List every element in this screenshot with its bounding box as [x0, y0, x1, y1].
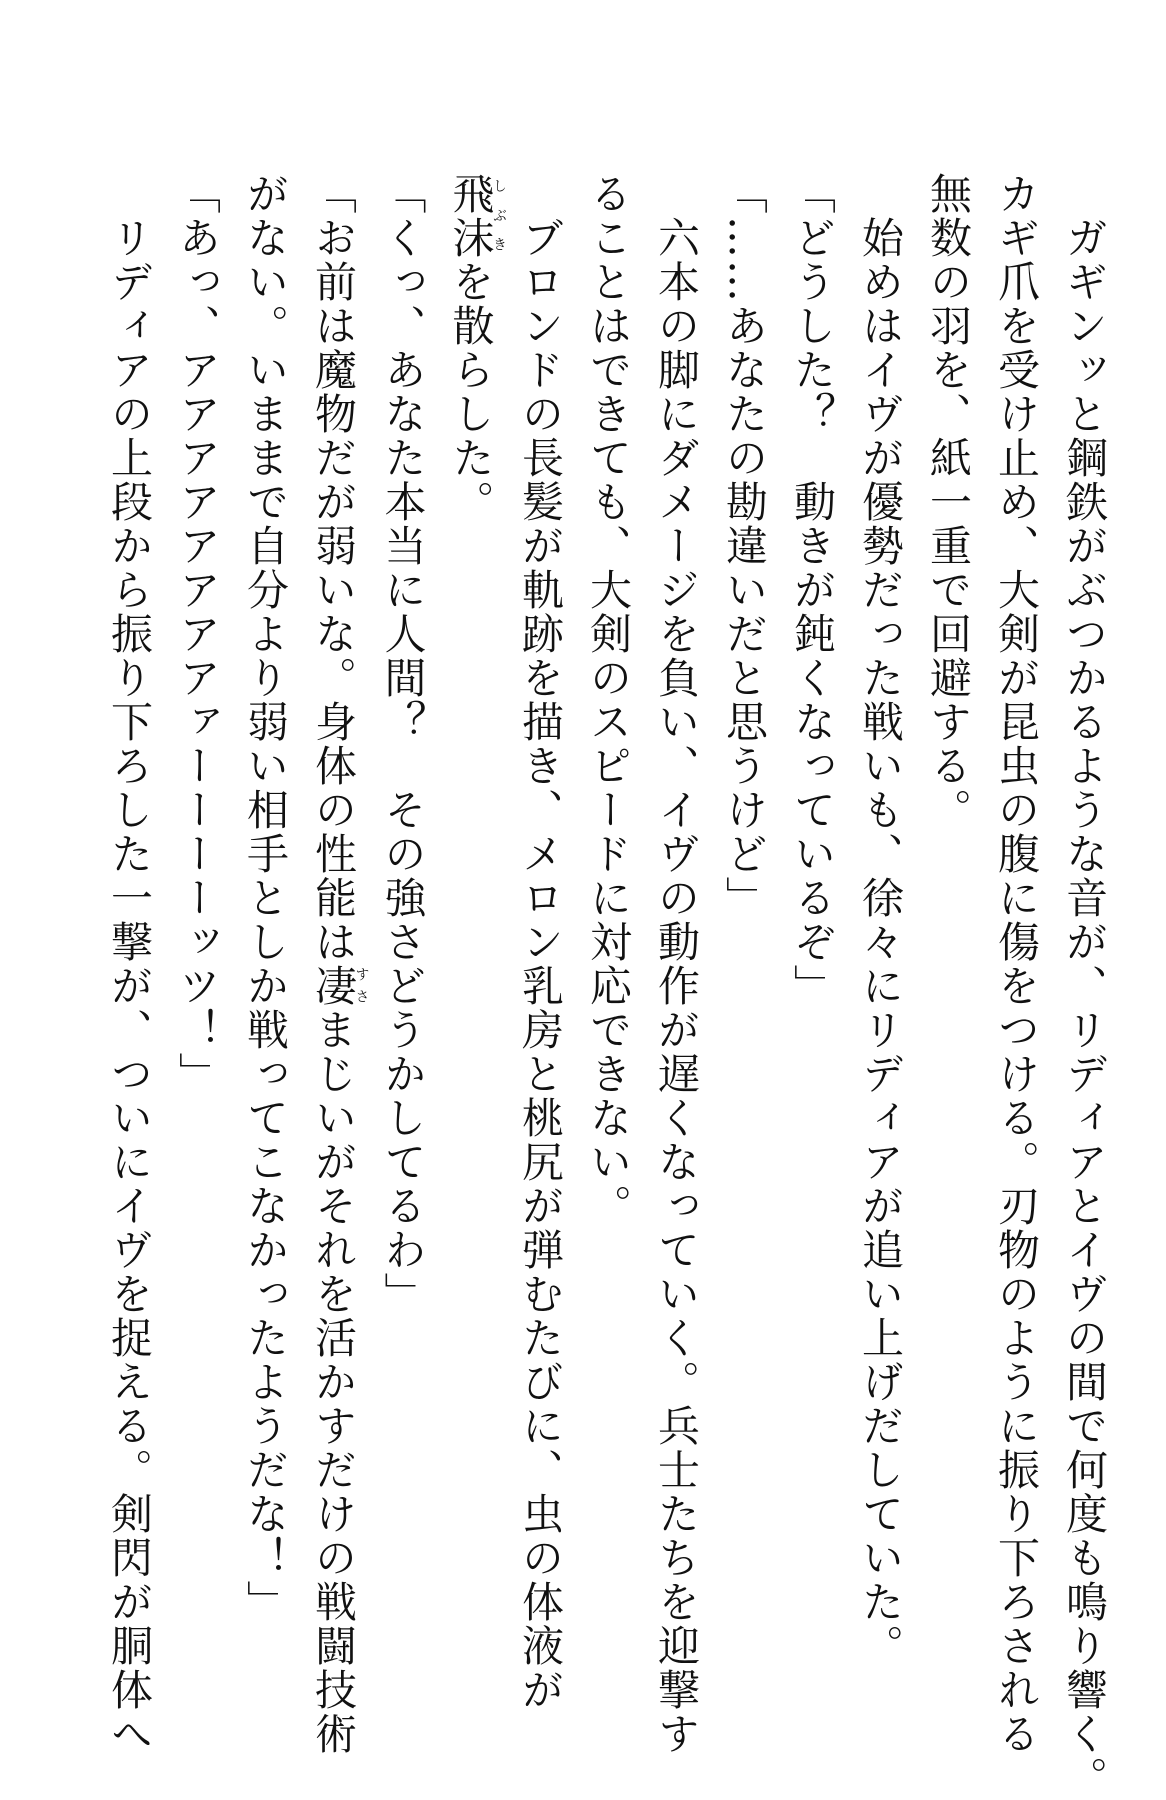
text-line: 始めはイヴが優勢だった戦いも、徐々にリディアが追い上げだしていた。	[856, 172, 905, 1668]
text-line-ruby	[437, 172, 507, 1632]
text-line: がない。いままで自分より弱い相手としか戦ってこなかったようだな！」	[241, 172, 290, 1624]
text-line-ruby	[299, 172, 370, 1756]
text-line-before: 「お前は魔物だが弱いな。身体の性能は	[309, 172, 358, 964]
text-line: リディアの上段から振り下ろした一撃が、ついにイヴを捉える。剣閃が胴体へ	[105, 172, 154, 1756]
text-line-after: まじいがそれを活かすだけの戦闘技術	[309, 1008, 358, 1756]
ruby-reading: すさ	[353, 964, 370, 1008]
text-line: 六本の脚にダメージを負い、イヴの動作が遅くなっていく。兵士たちを迎撃す	[652, 172, 701, 1756]
vertical-text-body	[95, 172, 1118, 1800]
ruby-word	[446, 172, 507, 260]
text-line: 無数の羽を、紙一重で回避する。	[924, 172, 973, 832]
text-line: カギ爪を受け止め、大剣が昆虫の腹に傷をつける。刃物のように振り下ろされる	[992, 172, 1041, 1756]
text-line: ることはできても、大剣のスピードに対応できない。	[584, 172, 633, 1228]
text-line: ブロンドの長髪が軌跡を描き、メロン乳房と桃尻が弾むたびに、虫の体液が	[516, 172, 565, 1712]
ruby-base: 飛沫	[446, 172, 496, 260]
text-line: 「……あなたの勘違いだと思うけど」	[720, 172, 769, 920]
text-line-rest: を散らした。	[446, 260, 496, 524]
text-line: 「どうした？ 動きが鈍くなっているぞ」	[788, 172, 837, 1008]
text-line: ガギンッと鋼鉄がぶつかるような音が、リディアとイヴの間で何度も鳴り響く。	[1060, 172, 1109, 1800]
text-line: 「あっ、アアアアアアアアァーーーーッツ！」	[173, 172, 222, 1096]
ruby-word	[309, 964, 370, 1008]
ruby-reading: しぶき	[491, 172, 507, 260]
text-line: 「くっ、あなた本当に人間？ その強さどうかしてるわ」	[378, 172, 428, 1316]
ruby-base: 凄	[309, 964, 358, 1008]
